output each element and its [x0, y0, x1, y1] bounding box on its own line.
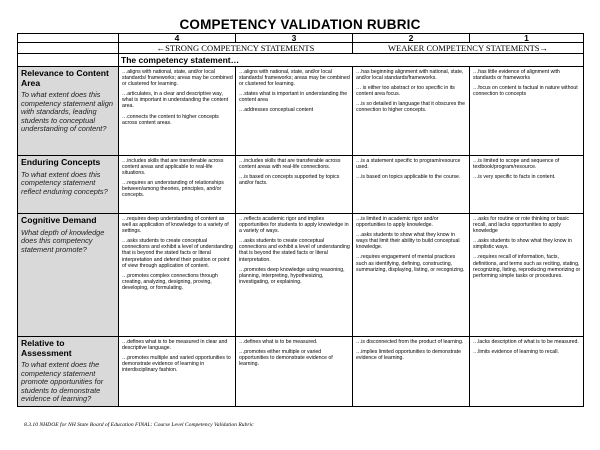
statement-header: The competency statement… [119, 54, 584, 67]
rubric-cell-level-2 [353, 337, 470, 407]
rubric-cell-level-3 [236, 214, 353, 337]
level-number: 3 [236, 34, 353, 43]
descriptor-text: …asks students to create conceptual connections and exhibit a level of understanding that is beyond the stated facts or literal interpretation. [239, 238, 350, 263]
criterion-title: Cognitive Demand [21, 215, 97, 225]
rubric-cell-level-2 [353, 67, 470, 156]
descriptor-text: …reflects academic rigor and implies opportunities for students to apply knowledge in a variety of ways. [239, 216, 349, 235]
descriptor-text: …promotes either multiple or varied opportunities to demonstrate evidence of learning. [239, 349, 333, 368]
descriptor-text: …connects the content to higher concepts across content areas. [122, 113, 219, 126]
descriptor-text: …is based on topics applicable to the course. [356, 174, 461, 181]
descriptor-text: …includes skills that are transferable across content areas with real-life connections. [239, 158, 341, 171]
criterion-row [18, 337, 584, 407]
descriptor-text: …has little evidence of alignment with standards or frameworks [473, 69, 560, 82]
descriptor-text: …limits evidence of learning to recall. [473, 349, 559, 356]
rubric-cell-level-2 [353, 214, 470, 337]
level-number-blank [18, 34, 119, 43]
descriptor-text: …includes skills that are transferable across content areas and applicable to real-life situations. [122, 158, 224, 177]
rubric-cell-level-3 [236, 67, 353, 156]
criterion-cell [18, 156, 119, 214]
criterion-title: Relative to Assessment [21, 338, 72, 358]
descriptor-text: …aligns with national, state, and/or local standards/ frameworks; areas may be combined or clustered for learning. [239, 69, 350, 88]
descriptor-text: … is either too abstract or too specific in its content area focus. [356, 85, 455, 98]
descriptor-text: …states what is important in understanding the content area [239, 91, 348, 104]
descriptor-text: …is so detailed in language that it obscures the connection to higher concepts. [356, 101, 466, 114]
criterion-row [18, 67, 584, 156]
descriptor-text: …is limited to scope and sequence of textbook/program/resource. [473, 158, 560, 171]
rubric-cell-level-3 [236, 156, 353, 214]
criterion-row [18, 156, 584, 214]
criterion-row [18, 214, 584, 337]
descriptor-text: …asks students to show what they know in simplistic ways. [473, 238, 572, 251]
descriptor-text: …requires deep understanding of content as well as application of knowledge to a variety of settings. [122, 216, 229, 235]
rubric-table [17, 33, 584, 407]
criterion-cell [18, 67, 119, 156]
rubric-cell-level-4 [119, 337, 236, 407]
descriptor-text: …is disconnected from the product of learning. [356, 339, 464, 345]
descriptor-text: …defines what is to be measured in clear and descriptive language. [122, 339, 228, 352]
descriptor-text: …asks students to create conceptual connections and exhibit a level of understanding that is beyond the stated facts or literal interpretation and defend their position or point of view through application of content. [122, 238, 233, 269]
rubric-cell-level-2 [353, 156, 470, 214]
rubric-cell-level-3 [236, 337, 353, 407]
rubric-cell-level-1 [470, 214, 584, 337]
criterion-title: Relevance to Content Area [21, 68, 109, 88]
rubric-cell-level-4 [119, 156, 236, 214]
descriptor-text: …lacks description of what is to be measured. [473, 339, 579, 345]
descriptor-text: …aligns with national, state, and/or local standards/ frameworks; areas may be combined or clustered for learning. [122, 69, 233, 88]
descriptor-text: …is very specific to facts in content. [473, 174, 556, 181]
rubric-cell-level-4 [119, 214, 236, 337]
descriptor-text: …requires an understanding of relationships between/among theories, principles, and/or concepts. [122, 180, 224, 199]
criterion-question: What depth of knowledge does this competency statement promote? [21, 227, 105, 254]
descriptor-text: …has beginning alignment with national, state, and/or local standards/frameworks. [356, 69, 464, 82]
rubric-cell-level-1 [470, 337, 584, 407]
descriptor-text: …is limited in academic rigor and/or opportunities to apply knowledge. [356, 216, 439, 229]
footer-note: 8.3.10 NHDOE for NH State Board of Education FINAL: Course Level Competency Validation Rubric [24, 422, 254, 428]
strength-direction-row [18, 43, 584, 54]
rubric-cell-level-1 [470, 156, 584, 214]
descriptor-text: …promotes deep knowledge using reasoning, planning, interpreting, hypothesizing, investigating, or explaining. [239, 266, 345, 285]
direction-blank [18, 43, 119, 54]
level-number: 1 [470, 34, 584, 43]
descriptor-text: …addresses conceptual content [239, 107, 314, 114]
criterion-question: To what extent does this competency statement align with standards, leading students to conceptual understanding of content? [21, 90, 114, 134]
descriptor-text: …asks students to show what they know in ways that limit their ability to build conceptual knowledge. [356, 232, 460, 251]
level-number: 2 [353, 34, 470, 43]
level-number-row [18, 34, 584, 43]
rubric-cell-level-1 [470, 67, 584, 156]
rubric-cell-level-4 [119, 67, 236, 156]
descriptor-text: …focus on content is factual in nature without connection to concepts [473, 85, 578, 98]
descriptor-text: …articulates, in a clear and descriptive way, what is important in understanding the content area. [122, 91, 229, 110]
descriptor-text: …requires engagement of mental practices such as identifying, defining, constructing, summarizing, displaying, listing, or recognizing. [356, 254, 465, 273]
descriptor-text: …asks for routine or rote thinking or basic recall, and lacks opportunities to apply knowledge [473, 216, 570, 235]
criterion-title: Enduring Concepts [21, 157, 101, 167]
criterion-cell [18, 337, 119, 407]
descriptor-text: …promotes multiple and varied opportunities to demonstrate evidence of learning in interdisciplinary fashion. [122, 355, 231, 374]
descriptor-text: …is based on concepts supported by topics and/or facts. [239, 174, 340, 187]
criterion-cell [18, 214, 119, 337]
criteria-body [18, 67, 584, 407]
weak-statements-header: WEAKER COMPETENCY STATEMENTS→ [353, 43, 584, 54]
criterion-question: To what extent does the competency statement promote opportunities for students to demonstrate evidence of learning? [21, 360, 104, 404]
descriptor-text: …promotes complex connections through creating, analyzing, designing, proving, developing, or formulating. [122, 272, 218, 291]
level-number: 4 [119, 34, 236, 43]
descriptor-text: …requires recall of information, facts, definitions, and terms such as reciting, stating, recognizing, listing, reproducing memorizing or performing simple tasks or procedures. [473, 254, 581, 279]
rubric-title: COMPETENCY VALIDATION RUBRIC [179, 17, 421, 32]
criterion-question: To what extent does this competency statement reflect enduring concepts? [21, 169, 108, 196]
strong-statements-header: ←STRONG COMPETENCY STATEMENTS [119, 43, 353, 54]
statement-header-blank [18, 54, 119, 67]
statement-header-row [18, 54, 584, 67]
descriptor-text: …implies limited opportunities to demonstrate evidence of learning. [356, 349, 461, 362]
descriptor-text: …defines what is to be measured. [239, 339, 318, 345]
descriptor-text: …is a statement specific to program/resource used. [356, 158, 461, 171]
